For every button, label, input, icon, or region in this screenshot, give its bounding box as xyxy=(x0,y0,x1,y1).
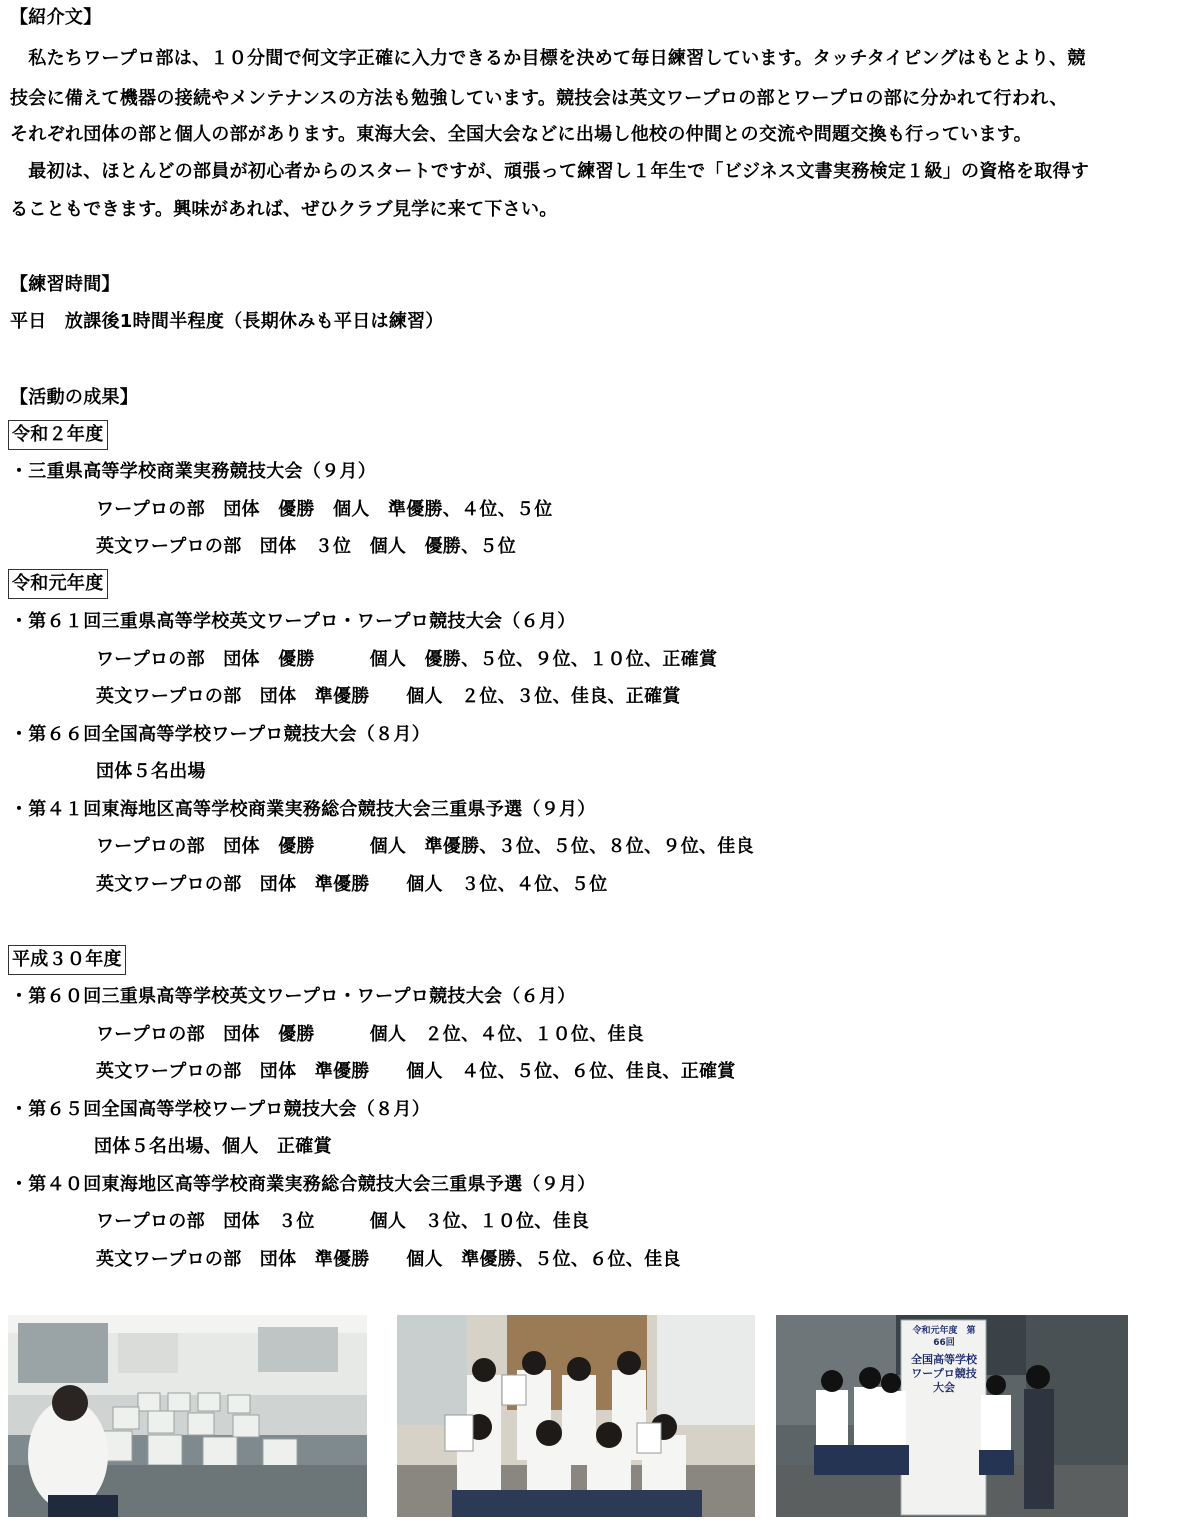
intro-line: 最初は、ほとんどの部員が初心者からのスタートですが、頑張って練習し１年生で「ビジネス文書実務検定１級」の資格を取得す xyxy=(10,161,1090,182)
photo-award-group xyxy=(397,1315,755,1517)
intro-line: それぞれ団体の部と個人の部があります。東海大会、全国大会などに出場し他校の仲間との交流や問題交換も行っています。 xyxy=(10,124,1032,145)
intro-line: ることもできます。興味があれば、ぜひクラブ見学に来て下さい。 xyxy=(10,199,558,220)
event-result: ワープロの部 団体 優勝 個人 準優勝、３位、５位、８位、９位、佳良 xyxy=(96,836,754,857)
event-title: ・第６０回三重県高等学校英文ワープロ・ワープロ競技大会（６月） xyxy=(10,986,576,1007)
event-result: ワープロの部 団体 ３位 個人 ３位、１０位、佳良 xyxy=(96,1211,590,1232)
event-result: ワープロの部 団体 優勝 個人 ２位、４位、１０位、佳良 xyxy=(96,1024,645,1045)
event-result: ワープロの部 団体 優勝 個人 準優勝、４位、５位 xyxy=(96,499,553,520)
event-result: 英文ワープロの部 団体 準優勝 個人 ３位、４位、５位 xyxy=(96,874,608,895)
event-title: ・第６１回三重県高等学校英文ワープロ・ワープロ競技大会（６月） xyxy=(10,611,576,632)
event-result: 団体５名出場 xyxy=(96,761,206,782)
event-result: ワープロの部 団体 優勝 個人 優勝、５位、９位、１０位、正確賞 xyxy=(96,649,718,670)
results-heading: 【活動の成果】 xyxy=(10,387,139,408)
banner-line: 全国高等学校ワープロ競技大会 xyxy=(911,1353,977,1394)
practice-text: 平日 放課後1時間半程度（長期休みも平日は練習） xyxy=(10,311,444,332)
practice-heading: 【練習時間】 xyxy=(10,274,120,295)
year-label: 令和２年度 xyxy=(8,420,108,450)
year-label: 平成３０年度 xyxy=(8,945,126,975)
event-title: ・第６６回全国高等学校ワープロ競技大会（８月） xyxy=(10,724,430,745)
event-result: 英文ワープロの部 団体 準優勝 個人 ２位、３位、佳良、正確賞 xyxy=(96,686,681,707)
event-result: 団体５名出場、個人 正確賞 xyxy=(94,1136,332,1157)
event-title: ・第６５回全国高等学校ワープロ競技大会（８月） xyxy=(10,1099,430,1120)
event-title: ・第４０回東海地区高等学校商業実務総合競技大会三重県予選（９月） xyxy=(10,1174,596,1195)
intro-line: 技会に備えて機器の接続やメンテナンスの方法も勉強しています。競技会は英文ワープロの部とワープロの部に分かれて行われ、 xyxy=(10,88,1068,109)
event-result: 英文ワープロの部 団体 ３位 個人 優勝、５位 xyxy=(96,536,516,557)
banner-line: 令和元年度 第66回 xyxy=(912,1326,976,1348)
intro-line: 私たちワープロ部は、１０分間で何文字正確に入力できるか目標を決めて毎日練習しています。タッチタイピングはもとより、競 xyxy=(10,48,1086,69)
event-title: ・三重県高等学校商業実務競技大会（９月） xyxy=(10,461,376,482)
year-label: 令和元年度 xyxy=(8,569,108,599)
photo-computer-lab xyxy=(8,1315,367,1517)
intro-heading: 【紹介文】 xyxy=(10,7,102,28)
event-title: ・第４１回東海地区高等学校商業実務総合競技大会三重県予選（９月） xyxy=(10,799,596,820)
event-result: 英文ワープロの部 団体 準優勝 個人 準優勝、５位、６位、佳良 xyxy=(96,1249,681,1270)
event-result: 英文ワープロの部 団体 準優勝 個人 ４位、５位、６位、佳良、正確賞 xyxy=(96,1061,736,1082)
photo-tournament-banner xyxy=(776,1315,1128,1517)
banner-text xyxy=(908,1325,980,1395)
